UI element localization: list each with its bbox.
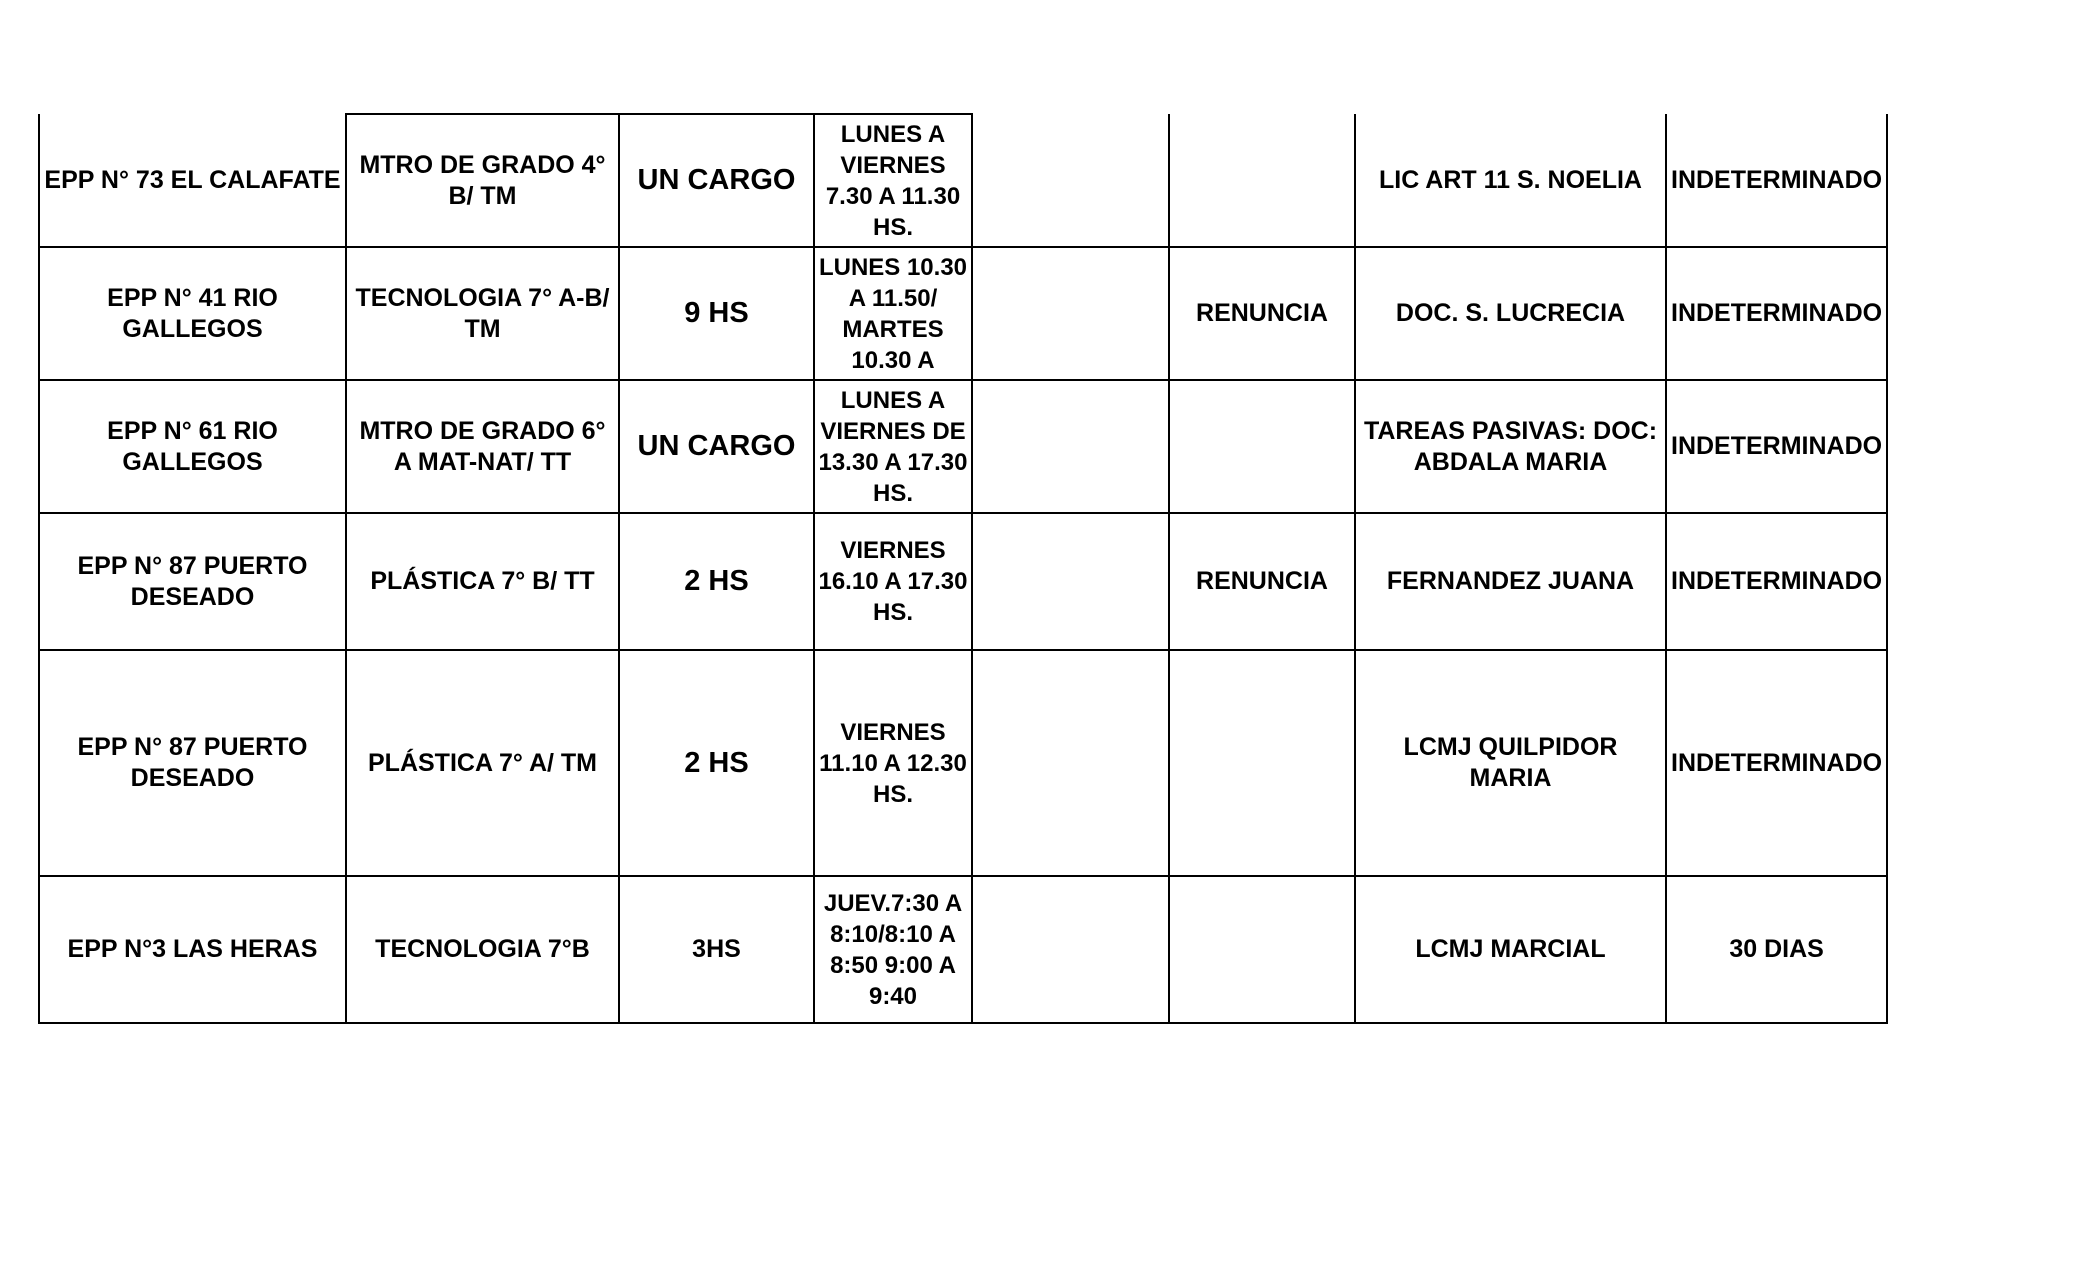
hours-cell: 9 HS: [619, 247, 814, 380]
empty-cell: [972, 513, 1169, 650]
term-cell: INDETERMINADO: [1666, 513, 1887, 650]
holder-cell: DOC. S. LUCRECIA: [1355, 247, 1666, 380]
position-cell: MTRO DE GRADO 4° B/ TM: [346, 114, 619, 247]
schedule-text: LUNES 10.30 A 11.50/ MARTES 10.30 A: [818, 253, 968, 374]
position-cell: MTRO DE GRADO 6° A MAT-NAT/ TT: [346, 380, 619, 513]
empty-cell: [972, 114, 1169, 247]
table-row: [39, 650, 1887, 876]
school-cell: EPP N° 61 RIO GALLEGOS: [39, 380, 346, 513]
hours-cell: 2 HS: [619, 650, 814, 876]
position-cell: PLÁSTICA 7° B/ TT: [346, 513, 619, 650]
schedule-cell: [814, 650, 972, 876]
hours-cell: UN CARGO: [619, 114, 814, 247]
holder-cell: LIC ART 11 S. NOELIA: [1355, 114, 1666, 247]
school-cell: EPP N° 87 PUERTO DESEADO: [39, 513, 346, 650]
reason-cell: [1169, 650, 1355, 876]
schedule-text: LUNES A VIERNES DE 13.30 A 17.30 HS.: [818, 386, 968, 507]
table-row: [39, 513, 1887, 650]
table-row: [39, 247, 1887, 380]
hours-cell: 2 HS: [619, 513, 814, 650]
term-cell: INDETERMINADO: [1666, 247, 1887, 380]
schedule-cell: [814, 513, 972, 650]
term-cell: INDETERMINADO: [1666, 114, 1887, 247]
vacancies-table: [38, 113, 1888, 1024]
schedule-text: JUEV.7:30 A 8:10/8:10 A 8:50 9:00 A 9:40: [823, 889, 963, 1010]
schedule-cell: [814, 876, 972, 1023]
table-row: [39, 876, 1887, 1023]
reason-cell: RENUNCIA: [1169, 513, 1355, 650]
school-cell: EPP N°3 LAS HERAS: [39, 876, 346, 1023]
school-cell: EPP N° 87 PUERTO DESEADO: [39, 650, 346, 876]
holder-cell: FERNANDEZ JUANA: [1355, 513, 1666, 650]
hours-cell: UN CARGO: [619, 380, 814, 513]
position-cell: PLÁSTICA 7° A/ TM: [346, 650, 619, 876]
reason-cell: RENUNCIA: [1169, 247, 1355, 380]
term-cell: INDETERMINADO: [1666, 380, 1887, 513]
reason-cell: [1169, 380, 1355, 513]
empty-cell: [972, 876, 1169, 1023]
school-cell: EPP N° 41 RIO GALLEGOS: [39, 247, 346, 380]
holder-cell: LCMJ QUILPIDOR MARIA: [1355, 650, 1666, 876]
school-cell: EPP N° 73 EL CALAFATE: [39, 114, 346, 247]
holder-cell: TAREAS PASIVAS: DOC: ABDALA MARIA: [1355, 380, 1666, 513]
empty-cell: [972, 380, 1169, 513]
schedule-cell: [814, 380, 972, 513]
empty-cell: [972, 247, 1169, 380]
reason-cell: [1169, 114, 1355, 247]
holder-cell: LCMJ MARCIAL: [1355, 876, 1666, 1023]
reason-cell: [1169, 876, 1355, 1023]
schedule-cell: [814, 247, 972, 380]
position-cell: TECNOLOGIA 7°B: [346, 876, 619, 1023]
table-row: [39, 114, 1887, 247]
schedule-text: LUNES A VIERNES 7.30 A 11.30 HS.: [825, 120, 961, 241]
term-cell: INDETERMINADO: [1666, 650, 1887, 876]
schedule-text: VIERNES 16.10 A 17.30 HS.: [818, 537, 968, 626]
hours-cell: 3HS: [619, 876, 814, 1023]
schedule-cell: [814, 114, 972, 247]
empty-cell: [972, 650, 1169, 876]
term-cell: 30 DIAS: [1666, 876, 1887, 1023]
schedule-text: VIERNES 11.10 A 12.30 HS.: [819, 718, 967, 808]
position-cell: TECNOLOGIA 7° A-B/ TM: [346, 247, 619, 380]
table-row: [39, 380, 1887, 513]
